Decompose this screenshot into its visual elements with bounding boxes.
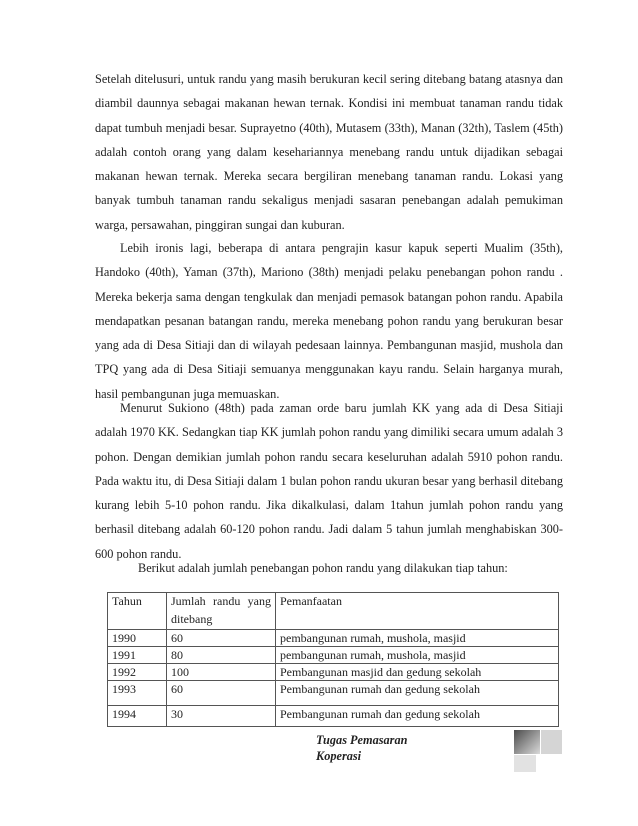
header-count-line1: Jumlah randu yang	[171, 594, 271, 608]
table-row	[108, 706, 559, 727]
table-row	[108, 664, 559, 681]
header-count-line2: ditebang	[171, 612, 213, 626]
cell-year: 1991	[108, 647, 167, 664]
table-row	[108, 647, 559, 664]
paragraph-1: Setelah ditelusuri, untuk randu yang masih berukuran kecil sering ditebang batang atasnya dan diambil daunnya sebagai makanan hewan ternak. Kondisi ini membuat tanaman randu tidak dapat tumbuh menjadi besar. Suprayetno (40th), Mutasem (33th), Manan (32th), Taslem (45th) adalah contoh orang yang dalam kesehariannya menebang randu untuk dijadikan sebagai makanan hewan ternak. Mereka secara bergiliran menebang tanaman randu. Lokasi yang banyak tumbuh tanaman randu sekaligus menjadi sasaran penebangan adalah pemukiman warga, persawahan, pinggiran sungai dan kuburan.	[95, 72, 563, 232]
header-use: Pemanfaatan	[276, 593, 559, 630]
footer-line-2: Koperasi	[316, 749, 362, 763]
gradient-square	[514, 730, 540, 754]
logging-table	[107, 592, 559, 727]
table-header-row	[108, 593, 559, 630]
cell-use: pembangunan rumah, mushola, masjid	[276, 630, 559, 647]
light-square	[541, 730, 562, 754]
footer-line-1: Tugas Pemasaran	[316, 733, 408, 747]
cell-year: 1993	[108, 681, 167, 706]
cell-use: Pembangunan masjid dan gedung sekolah	[276, 664, 559, 681]
table-row	[108, 681, 559, 706]
cell-count: 100	[167, 664, 276, 681]
cell-use: Pembangunan rumah dan gedung sekolah	[276, 681, 559, 706]
header-year: Tahun	[108, 593, 167, 630]
cell-count: 80	[167, 647, 276, 664]
table-row	[108, 630, 559, 647]
cell-use: pembangunan rumah, mushola, masjid	[276, 647, 559, 664]
light-square	[514, 755, 536, 772]
header-count	[167, 593, 276, 630]
cell-use: Pembangunan rumah dan gedung sekolah	[276, 706, 559, 727]
decorative-squares-icon	[514, 730, 562, 772]
cell-count: 60	[167, 630, 276, 647]
cell-year: 1992	[108, 664, 167, 681]
cell-count: 60	[167, 681, 276, 706]
cell-year: 1990	[108, 630, 167, 647]
cell-year: 1994	[108, 706, 167, 727]
paragraph-2: Lebih ironis lagi, beberapa di antara pengrajin kasur kapuk seperti Mualim (35th), Handoko (40th), Yaman (37th), Mariono (38th) menjadi pelaku penebangan pohon randu . Mereka bekerja sama dengan tengkulak dan menjadi pemasok batangan pohon randu. Apabila mendapatkan pesanan batangan randu, mereka menebang pohon randu yang berukuran besar yang ada di Desa Sitiaji dan di wilayah pedesaan lainnya. Pembangunan masjid, mushola dan TPQ yang ada di Desa Sitiaji semuanya menggunakan kayu randu. Selain harganya murah, hasil pembangunan juga memuaskan.	[95, 241, 563, 401]
paragraph-3: Menurut Sukiono (48th) pada zaman orde baru jumlah KK yang ada di Desa Sitiaji adalah 1970 KK. Sedangkan tiap KK jumlah pohon randu yang dimiliki secara umum adalah 3 pohon. Dengan demikian jumlah pohon randu secara keseluruhan adalah 5910 pohon randu. Pada waktu itu, di Desa Sitiaji dalam 1 bulan pohon randu ukuran besar yang berhasil ditebang kurang lebih 5-10 pohon randu. Jika dikalkulasi, dalam 1tahun jumlah pohon randu yang berhasil ditebang adalah 60-120 pohon randu. Jadi dalam 5 tahun jumlah menghabiskan 300-600 pohon randu.	[95, 401, 563, 561]
cell-count: 30	[167, 706, 276, 727]
footer-title	[316, 732, 407, 764]
table-intro: Berikut adalah jumlah penebangan pohon randu yang dilakukan tiap tahun:	[138, 561, 508, 575]
